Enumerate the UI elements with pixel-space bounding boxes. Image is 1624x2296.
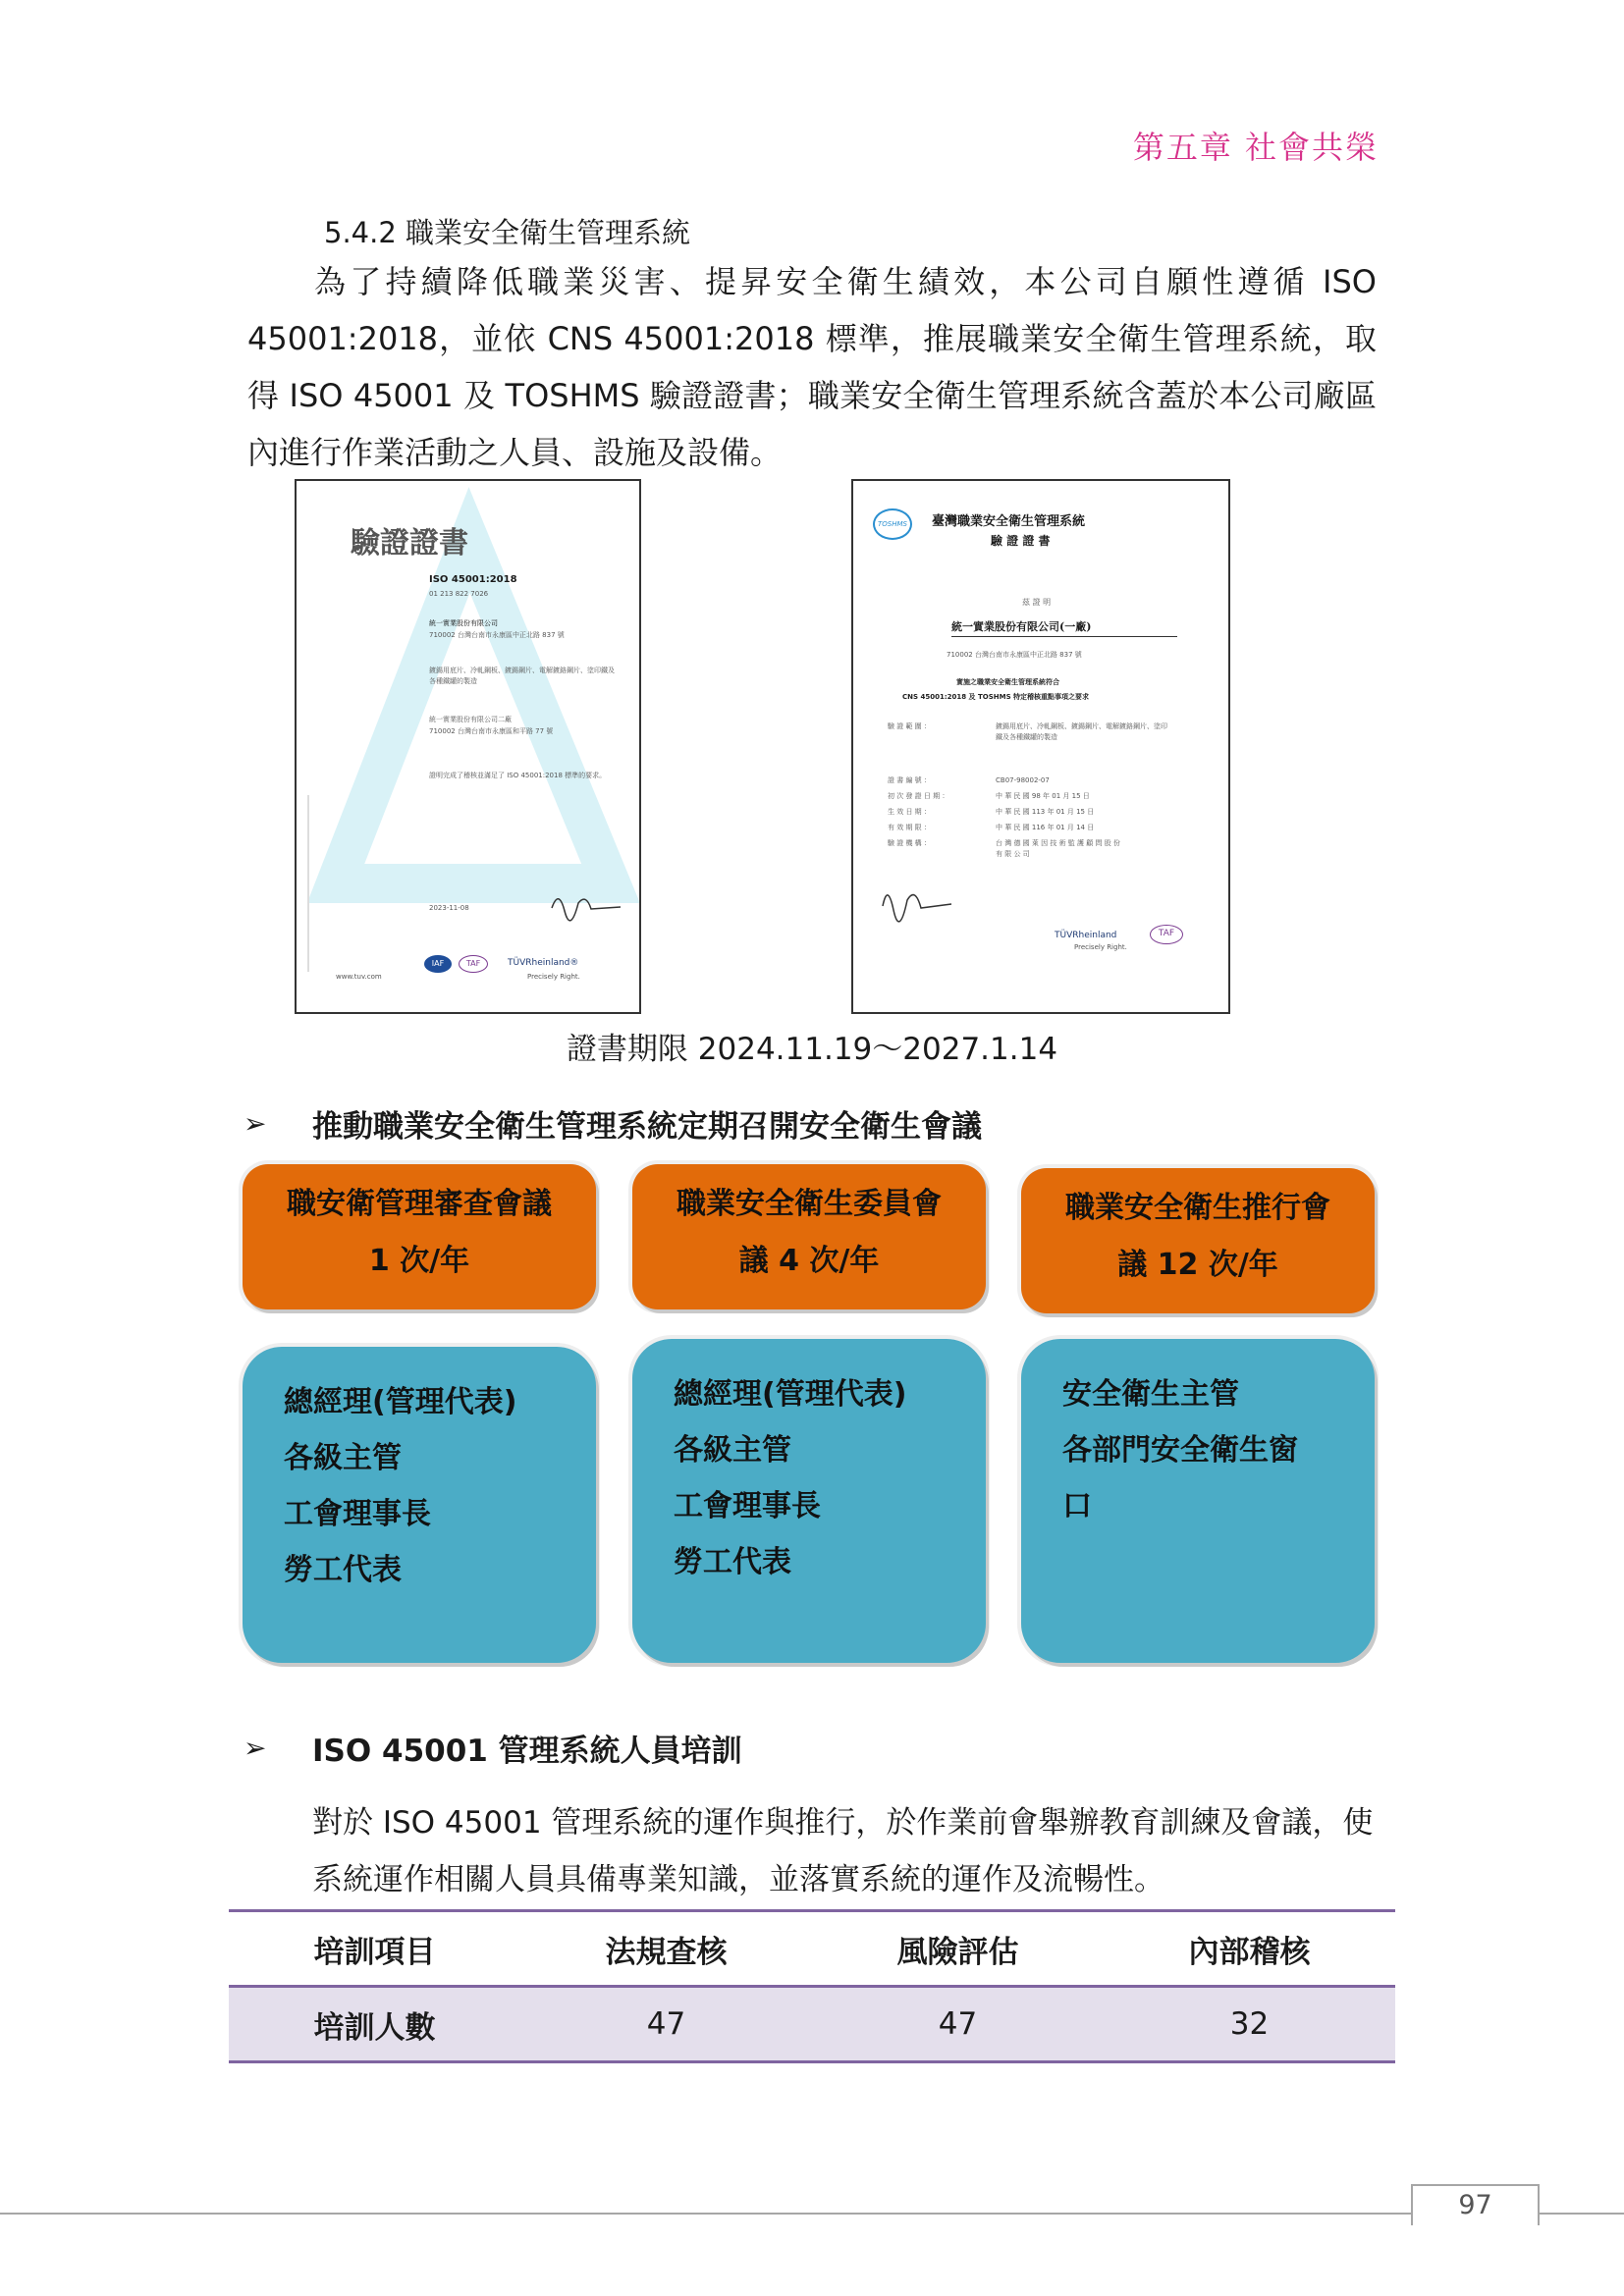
cert-b-body: 台 灣 德 國 萊 因 技 術 監 護 顧 問 股 份 有 限 公 司: [996, 839, 1120, 858]
table-cell: 47: [938, 2006, 978, 2042]
cert-b-signature-icon: [878, 879, 956, 923]
bullet-meetings: [244, 1101, 982, 1146]
meeting-members: 總經理(管理代表) 各級主管 工會理事長 勞工代表: [284, 1385, 517, 1587]
toshms-logo-icon: TOSHMS: [873, 508, 912, 540]
members-box-committee: [632, 1339, 986, 1663]
cert-a-url: www.tuv.com: [336, 973, 382, 981]
table-row: [229, 1987, 1395, 2062]
cert-b-first-label: 初 次 發 證 日 期 ：: [888, 792, 949, 800]
taf-logo-icon: TAF: [459, 955, 488, 973]
meeting-box-management-review: [243, 1164, 596, 1309]
cert-b-prefix: 茲 證 明: [1022, 598, 1052, 607]
cert-b-scope-label: 驗 證 範 圍 ：: [888, 722, 931, 730]
meeting-title: 職業安全衛生委員會 議 4 次/年: [677, 1187, 942, 1278]
table-cell: 32: [1229, 2006, 1270, 2042]
section-title: 5.4.2 職業安全衛生管理系統: [324, 216, 691, 249]
cert-a-statement: 證明完成了稽核並滿足了 ISO 45001:2018 標準的要求。: [429, 772, 607, 779]
cert-a-holder-addr: 710002 台灣台南市永康區中正北路 837 號: [429, 631, 565, 639]
table-row-label: 培訓人數: [313, 2009, 436, 2046]
cert-b-company: 統一實業股份有限公司(一廠): [951, 620, 1092, 633]
arrow-bullet-icon: ➢: [244, 1107, 267, 1140]
cert-b-title: 驗 證 證 書: [991, 534, 1051, 548]
cert-a-site-name: 統一實業股份有限公司二廠: [429, 716, 512, 723]
iaf-logo-icon: IAF: [424, 955, 452, 973]
meeting-members: 總經理(管理代表) 各級主管 工會理事長 勞工代表: [674, 1377, 907, 1579]
table-header-cell: 培訓項目: [313, 1934, 436, 1970]
tuv-logo-icon: TÜVRheinland®: [508, 958, 579, 968]
section-paragraph: 為了持續降低職業災害、提昇安全衛生績效，本公司自願性遵循 ISO 45001:2018，並依 CNS 45001:2018 標準，推展職業安全衛生管理系統，取得 ISO 45001 及 TOSHMS 驗證證書；職業安全衛生管理系統含蓋於本公司廠區內進行作業活動之人員、設施及設備。: [247, 263, 1377, 471]
cert-b-certno-label: 證 書 編 號 ：: [888, 776, 931, 784]
meeting-title: 職安衛管理審查會議 1 次/年: [287, 1187, 552, 1278]
cert-b-expiry-label: 有 效 期 限 ：: [888, 824, 931, 831]
meeting-box-promotion: [1021, 1168, 1375, 1313]
members-box-management-review: [243, 1347, 596, 1663]
table-header-cell: 風險評估: [896, 1934, 1019, 1970]
cert-a-holder: 統一實業股份有限公司: [429, 619, 498, 627]
table-cell: 47: [646, 2006, 686, 2042]
certificate-validity: 證書期限 2024.11.19～2027.1.14: [566, 1032, 1058, 1067]
cert-b-body-label: 驗 證 機 構 ：: [888, 839, 931, 847]
cert-a-date: 2023-11-08: [429, 904, 469, 912]
training-table: [229, 1909, 1395, 2063]
certificate-watermark: [297, 481, 641, 1014]
cert-b-effective: 中 華 民 國 113 年 01 月 15 日: [996, 808, 1095, 816]
page-number: 97: [1411, 2184, 1540, 2225]
cert-a-regno: 01 213 822 7026: [429, 590, 489, 598]
cert-b-taf-logo-icon: TAF: [1150, 925, 1183, 944]
cert-b-org: 臺灣職業安全衛生管理系統: [932, 514, 1086, 529]
bullet-training: [244, 1726, 742, 1770]
meeting-members: 安全衛生主管 各部門安全衛生窗 口: [1062, 1377, 1298, 1523]
training-paragraph: 對於 ISO 45001 管理系統的運作與推行，於作業前會舉辦教育訓練及會議，使系統運作相關人員具備專業知識，並落實系統的運作及流暢性。: [312, 1805, 1374, 1897]
cert-a-signature-icon: [547, 883, 625, 923]
meeting-title: 職業安全衛生推行會 議 12 次/年: [1065, 1191, 1330, 1282]
table-header-cell: 法規查核: [605, 1934, 728, 1970]
certificate-image-toshms: [851, 479, 1230, 1014]
cert-a-standard: ISO 45001:2018: [429, 574, 517, 585]
certificate-image-iso45001: [295, 479, 641, 1014]
footer-divider: [0, 2213, 1624, 2215]
arrow-bullet-icon: ➢: [244, 1732, 267, 1764]
cert-b-tuv-logo-icon: TÜVRheinland: [1055, 931, 1117, 940]
chapter-title: 第五章 社會共榮: [1132, 129, 1379, 166]
meeting-box-committee: [632, 1164, 986, 1309]
cert-b-certno: CB07-98002-07: [996, 776, 1050, 784]
cert-b-expiry: 中 華 民 國 116 年 01 月 14 日: [996, 824, 1095, 831]
cert-b-address: 710002 台灣台南市永康區中正北路 837 號: [947, 651, 1082, 659]
cert-a-scope: 鍍錫用底片、冷軋鋼板、鍍錫鋼片、電解鍍鉻鋼片、塗印鐵及各種鐵罐的製造: [429, 667, 615, 685]
cert-a-title: 驗證證書: [351, 526, 468, 561]
cert-b-line1: 實施之職業安全衛生管理系統符合: [956, 678, 1059, 686]
bullet-meetings-text: 推動職業安全衛生管理系統定期召開安全衛生會議: [312, 1109, 982, 1145]
tuv-tagline: Precisely Right.: [527, 973, 580, 981]
cert-b-scope: 鍍錫用底片、冷軋鋼板、鍍錫鋼片、電解鍍鉻鋼片、塗印鐵及各種鐵罐的製造: [996, 722, 1167, 741]
cert-b-line2: CNS 45001:2018 及 TOSHMS 特定稽核重點事項之要求: [902, 693, 1090, 701]
cert-b-tuv-tagline: Precisely Right.: [1074, 943, 1127, 951]
cert-b-effective-label: 生 效 日 期 ：: [888, 808, 931, 816]
bullet-training-text: ISO 45001 管理系統人員培訓: [312, 1734, 742, 1769]
table-header-cell: 內部稽核: [1188, 1934, 1311, 1970]
cert-b-first: 中 華 民 國 98 年 01 月 15 日: [996, 792, 1090, 800]
members-box-promotion: [1021, 1339, 1375, 1663]
cert-a-site-addr: 710002 台灣台南市永康區和平路 77 號: [429, 727, 554, 735]
cert-b-underline: [951, 636, 1177, 637]
table-header-row: [229, 1911, 1395, 1987]
